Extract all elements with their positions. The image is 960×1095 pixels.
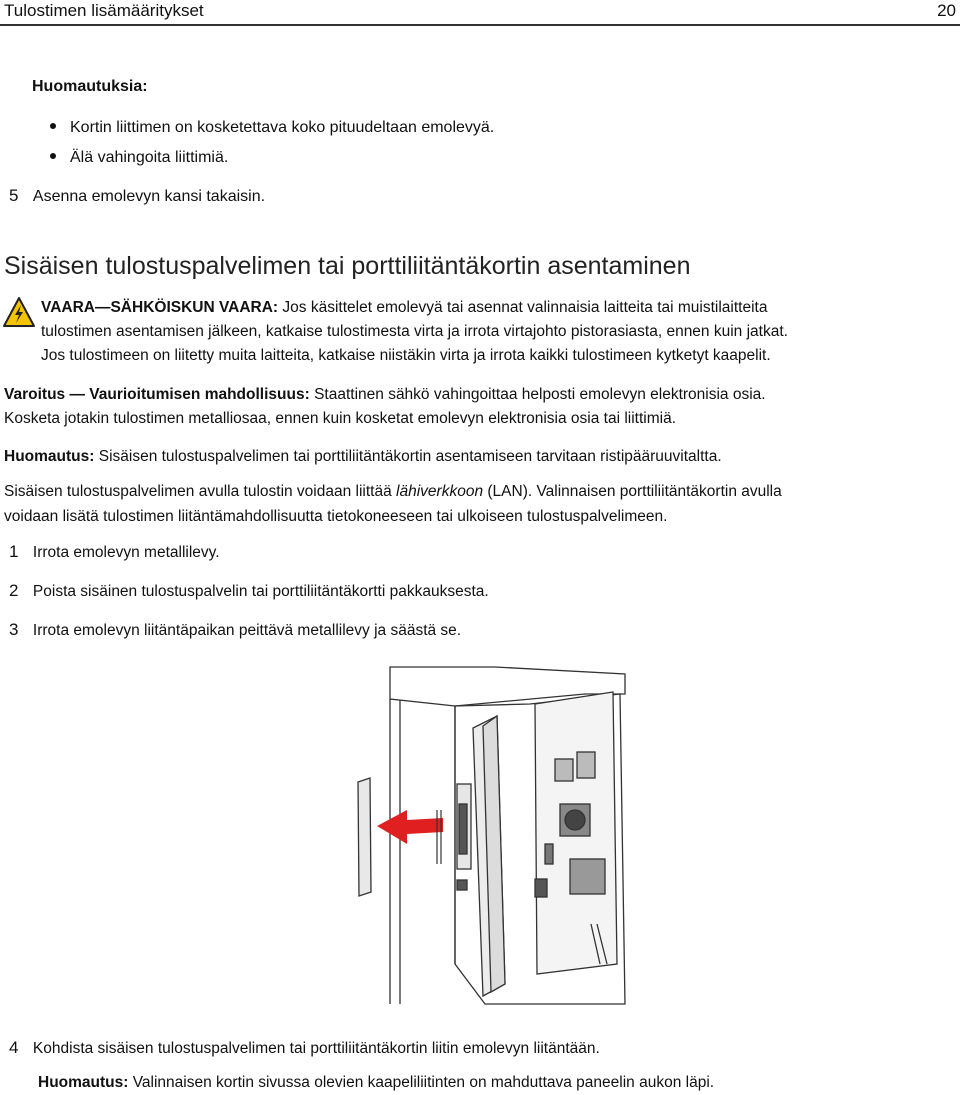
step-3: 3 Irrota emolevyn liitäntäpaikan peittävä metallilevy ja säästä se. [9,620,462,639]
step-1: 1 Irrota emolevyn metallilevy. [9,542,220,561]
note-tool: Huomautus: Sisäisen tulostuspalvelimen tai porttiliitäntäkortin asentamiseen tarvitaan ristipääruuvitaltta. [4,448,722,465]
motherboard-illustration [355,664,635,1009]
step-2: 2 Poista sisäinen tulostuspalvelin tai porttiliitäntäkortti pakkauksesta. [9,581,489,600]
intro-line-1: Sisäisen tulostuspalvelimen avulla tulostin voidaan liittää lähiverkkoon (LAN). Valinnaisen porttiliitäntäkortin avulla [4,483,782,500]
section-heading: Sisäisen tulostuspalvelimen tai porttiliitäntäkortin asentaminen [4,252,691,280]
metal-plate [358,778,371,896]
caution-line-2: Kosketa jotakin tulostimen metalliosaa, ennen kuin kosketat emolevyn elektronisia osia tai liittimiä. [4,410,677,427]
arrow-icon [377,810,443,844]
warning-line-2: tulostimen asentamisen jälkeen, katkaise tulostimesta virta ja irrota virtajohto pistorasiasta, ennen kuin jatkat. [41,323,788,340]
warning-line-3: Jos tulostimeen on liitetty muita laitteita, katkaise niistäkin virta ja irrota kaikki tulostimeen kytketyt kaapelit. [41,347,771,364]
page-number: 20 [937,1,956,20]
step-4: 4 Kohdista sisäisen tulostuspalvelimen tai porttiliitäntäkortin liitin emolevyn liitäntään. [9,1038,600,1057]
step-5: 5 Asenna emolevyn kansi takaisin. [9,186,266,205]
bullet-icon [50,153,56,159]
bullet-icon [50,123,56,129]
intro-line-2: voidaan lisätä tulostimen liitäntämahdollisuutta tietokoneeseen tai ulkoiseen tulostuspalvelimeen. [4,508,668,525]
note-cable: Huomautus: Valinnaisen kortin sivussa olevien kaapeliliitinten on mahduttava paneelin aukon läpi. [38,1074,715,1091]
warning-shock-icon [2,296,36,328]
header-title: Tulostimen lisämääritykset [4,1,204,20]
note-bullet: Älä vahingoita liittimiä. [50,149,228,167]
notes-label: Huomautuksia: [32,78,148,95]
note-bullet: Kortin liittimen on kosketettava koko pituudeltaan emolevyä. [50,119,494,137]
caution-line-1: Varoitus — Vaurioitumisen mahdollisuus: Staattinen sähkö vahingoittaa helposti emolevyn elektronisia osia. [4,386,766,403]
warning-line-1: VAARA—SÄHKÖISKUN VAARA: Jos käsittelet emolevyä tai asennat valinnaisia laitteita tai muistilaitteita [41,299,768,316]
